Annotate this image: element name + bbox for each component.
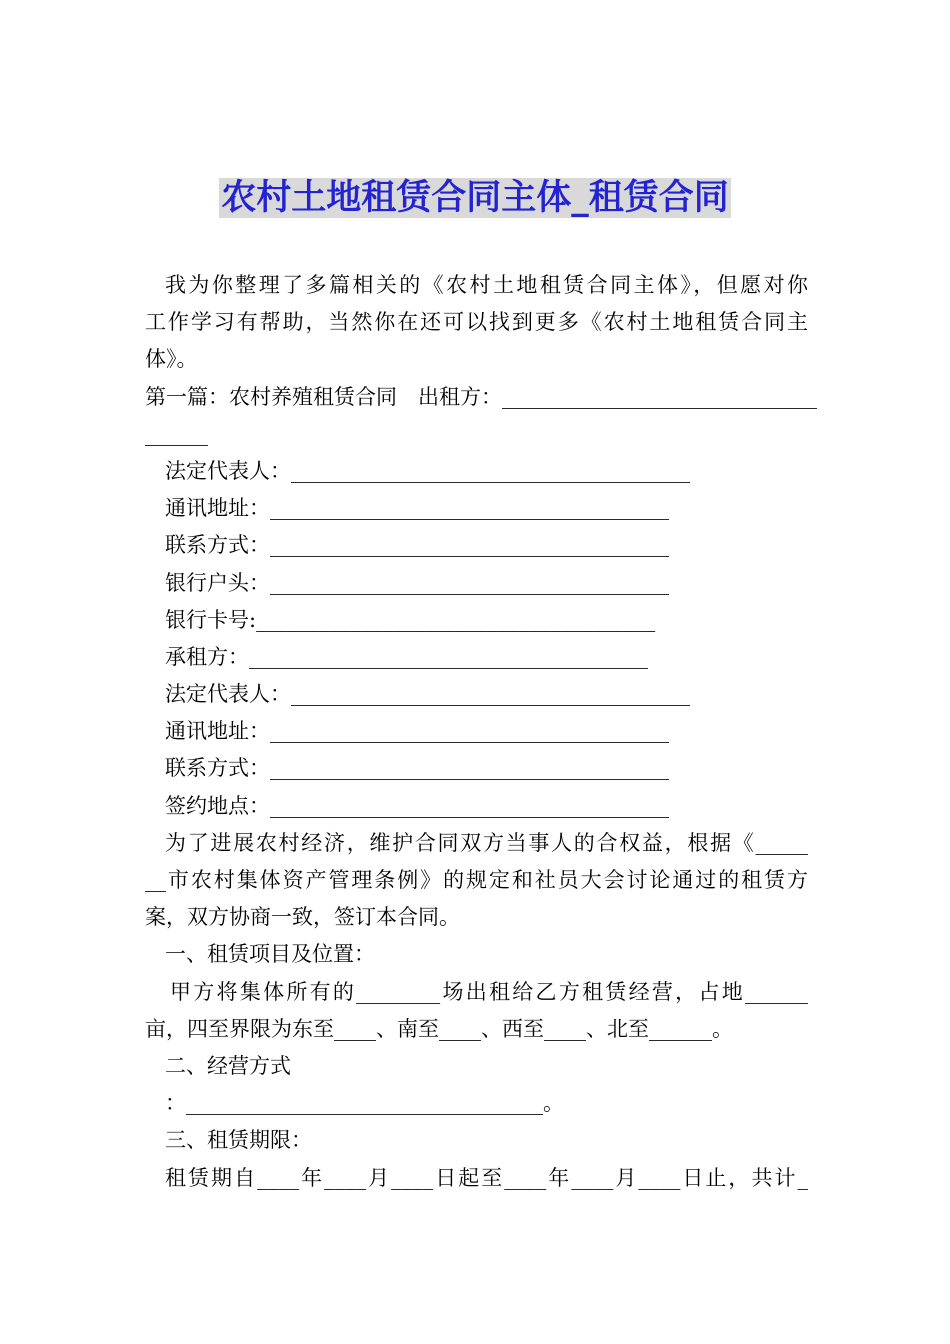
field-label: 签约地点： bbox=[165, 793, 270, 818]
intro-line-2: 工作学习有帮助，当然你在还可以找到更多《农村土地租赁合同主 bbox=[145, 310, 808, 335]
field-bank-card-number bbox=[145, 602, 656, 639]
field-lessee-contact bbox=[145, 750, 669, 787]
section-1-line-2: 亩，四至界限为东至____、南至____、西至____、北至______。 bbox=[145, 1016, 733, 1041]
field-label: 银行户头： bbox=[165, 570, 270, 595]
field-label: 银行卡号: bbox=[165, 607, 257, 632]
field-lessee bbox=[145, 639, 648, 676]
field-blank: ______________________________________ bbox=[291, 458, 690, 483]
section-1-heading: 一、租赁项目及位置： bbox=[165, 942, 375, 967]
field-blank: ______________________________________ bbox=[256, 607, 656, 632]
section-2-line: ：__________________________________。 bbox=[165, 1091, 564, 1116]
field-blank: ______________________________________ bbox=[270, 756, 669, 781]
document-body bbox=[145, 267, 817, 1197]
field-blank: ______________________________________ bbox=[270, 793, 669, 818]
field-blank: ______________________________________ bbox=[270, 570, 669, 595]
lessor-blank: ______________________________ bbox=[502, 384, 817, 409]
field-label: 通讯地址： bbox=[165, 496, 270, 521]
field-label: 通讯地址： bbox=[165, 719, 270, 744]
field-label: 承租方： bbox=[165, 644, 249, 669]
field-label: 法定代表人： bbox=[165, 682, 291, 707]
section-2-heading: 二、经营方式 bbox=[165, 1053, 291, 1078]
section-1-line-1: 甲方将集体所有的________场出租给乙方租赁经营，占地______ bbox=[170, 979, 808, 1004]
field-blank: ______________________________________ bbox=[270, 496, 669, 521]
field-lessor-contact bbox=[145, 527, 669, 564]
field-lessee-legal-representative bbox=[145, 676, 690, 713]
field-label: 联系方式： bbox=[165, 756, 270, 781]
document-title: 农村土地租赁合同主体_租赁合同 bbox=[221, 178, 729, 218]
field-label: 法定代表人： bbox=[165, 458, 291, 483]
preamble-line-3: 案，双方协商一致，签订本合同。 bbox=[145, 905, 460, 930]
lessor-blank-continuation: ______ bbox=[145, 421, 208, 446]
section-3-line: 租赁期自____年____月____日起至____年____月____日止，共计_ bbox=[165, 1165, 808, 1190]
preamble-line-2: __市农村集体资产管理条例》的规定和社员大会讨论通过的租赁方 bbox=[145, 868, 808, 892]
first-article-label: 第一篇：农村养殖租赁合同 出租方： bbox=[145, 384, 502, 409]
intro-line-3: 体》。 bbox=[145, 347, 198, 372]
field-signing-place bbox=[145, 788, 669, 825]
section-3-heading: 三、租赁期限： bbox=[165, 1128, 312, 1153]
intro-line-1: 我为你整理了多篇相关的《农村土地租赁合同主体》，但愿对你 bbox=[165, 273, 808, 297]
field-lessor-address bbox=[145, 490, 669, 527]
field-bank-account-name bbox=[145, 565, 669, 602]
first-article-lessor-line bbox=[145, 379, 817, 416]
field-lessee-address bbox=[145, 713, 669, 750]
title-block bbox=[0, 178, 950, 218]
field-blank: ______________________________________ bbox=[291, 682, 690, 707]
field-blank: ______________________________________ bbox=[270, 719, 669, 744]
field-label: 联系方式： bbox=[165, 533, 270, 558]
field-lessor-legal-representative bbox=[145, 453, 690, 490]
field-blank: ______________________________________ bbox=[249, 644, 648, 669]
field-blank: ______________________________________ bbox=[270, 533, 669, 558]
preamble-line-1: 为了进展农村经济，维护合同双方当事人的合权益，根据《_____ bbox=[165, 830, 808, 855]
